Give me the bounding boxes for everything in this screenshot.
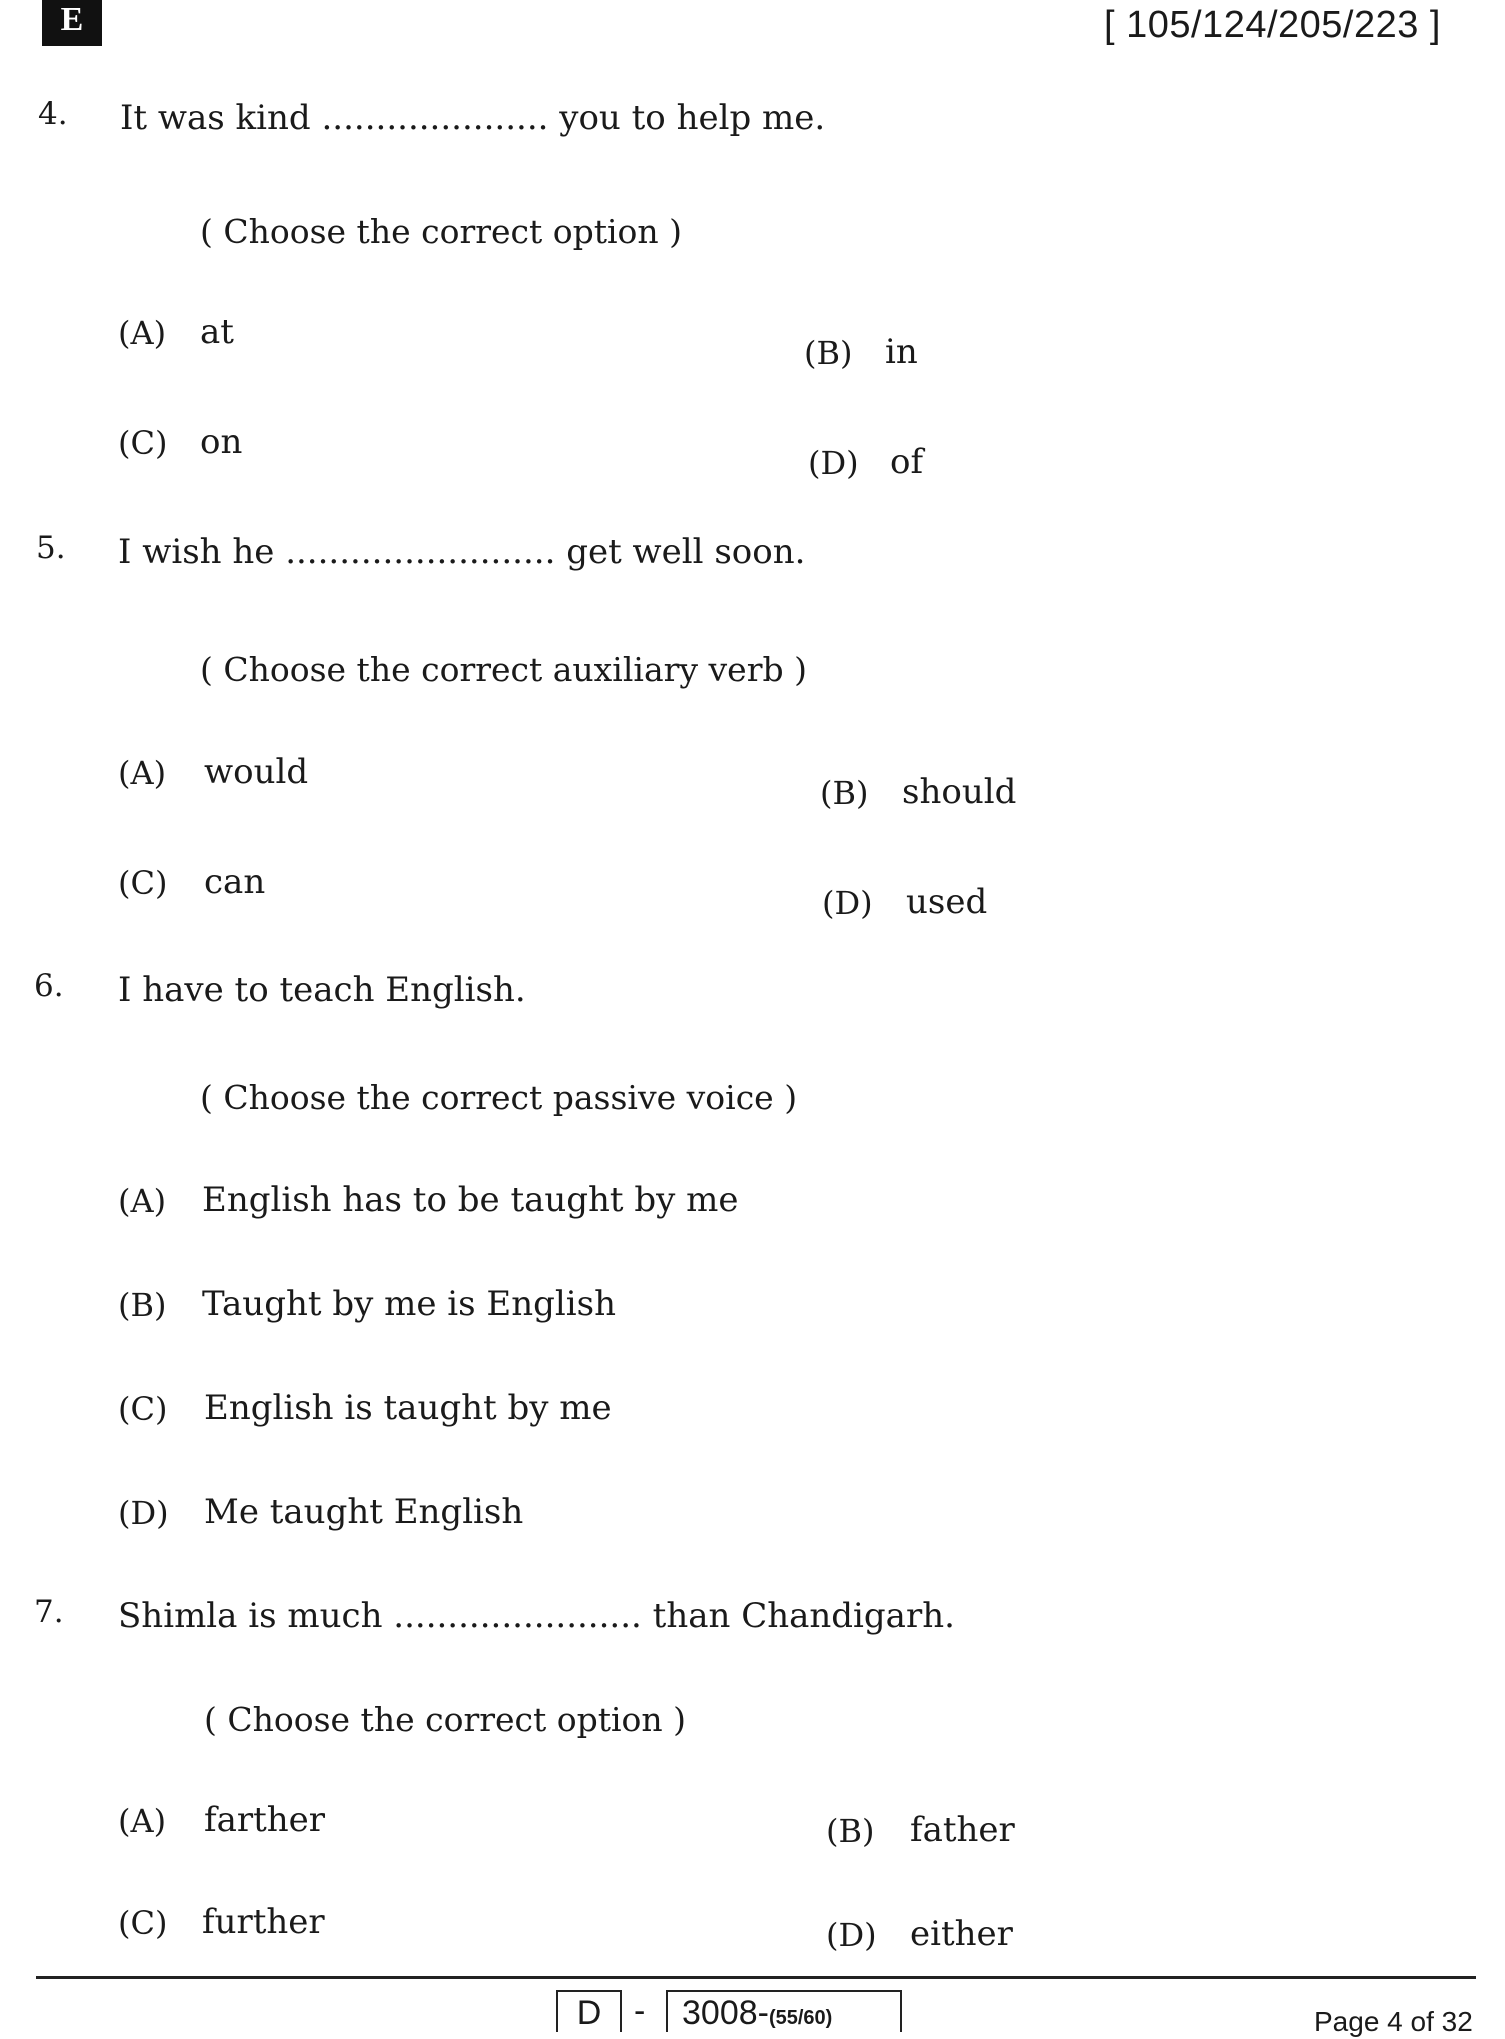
option-label: (B): [826, 1812, 875, 1850]
option-label: (C): [118, 1904, 168, 1942]
option-text: farther: [204, 1800, 326, 1840]
option-label: (A): [118, 314, 167, 352]
question-instruction: ( Choose the correct auxiliary verb ): [200, 650, 807, 689]
series-badge: E: [42, 0, 102, 46]
option-label: (B): [820, 774, 869, 812]
option-text: Taught by me is English: [202, 1284, 616, 1324]
booklet-code-sub: (55/60): [768, 2007, 833, 2029]
footer-separator: -: [634, 1992, 646, 2030]
question-number: 5.: [36, 530, 66, 566]
option-label: (A): [118, 1802, 167, 1840]
option-text: English has to be taught by me: [202, 1180, 739, 1220]
option-label: (C): [118, 1390, 168, 1428]
option-label: (C): [118, 424, 168, 462]
option-text: English is taught by me: [204, 1388, 612, 1428]
option-label: (B): [804, 334, 853, 372]
option-text: would: [204, 752, 309, 792]
option-label: (D): [808, 444, 859, 482]
page-number: Page 4 of 32: [1314, 2006, 1473, 2037]
booklet-code: 3008-: [682, 1994, 769, 2032]
question-instruction: ( Choose the correct option ): [200, 212, 683, 251]
question-instruction: ( Choose the correct passive voice ): [200, 1078, 798, 1117]
option-text: at: [200, 312, 234, 352]
option-text: should: [902, 772, 1017, 812]
option-text: can: [204, 862, 266, 902]
option-label: (B): [118, 1286, 167, 1324]
paper-code: [ 105/124/205/223 ]: [1103, 4, 1441, 46]
question-text: I wish he ......................... get well soon.: [118, 532, 806, 572]
question-text: I have to teach English.: [118, 970, 526, 1010]
question-number: 4.: [38, 96, 68, 132]
option-text: Me taught English: [204, 1492, 524, 1532]
option-text: of: [890, 442, 924, 482]
option-text: used: [906, 882, 988, 922]
question-instruction: ( Choose the correct option ): [204, 1700, 687, 1739]
question-number: 6.: [34, 968, 64, 1004]
question-text: Shimla is much ....................... than Chandigarh.: [118, 1596, 955, 1636]
option-label: (A): [118, 754, 167, 792]
question-text: It was kind ..................... you to help me.: [120, 98, 826, 138]
booklet-series-box: D: [556, 1990, 622, 2032]
option-label: (A): [118, 1182, 167, 1220]
option-text: on: [200, 422, 243, 462]
option-label: (C): [118, 864, 168, 902]
question-number: 7.: [34, 1594, 64, 1630]
option-label: (D): [822, 884, 873, 922]
booklet-code-box: [666, 1990, 902, 2032]
option-text: either: [910, 1914, 1013, 1954]
footer-divider: [36, 1976, 1476, 1979]
option-text: father: [910, 1810, 1015, 1850]
option-text: further: [202, 1902, 325, 1942]
option-text: in: [885, 332, 918, 372]
option-label: (D): [118, 1494, 169, 1532]
option-label: (D): [826, 1916, 877, 1954]
